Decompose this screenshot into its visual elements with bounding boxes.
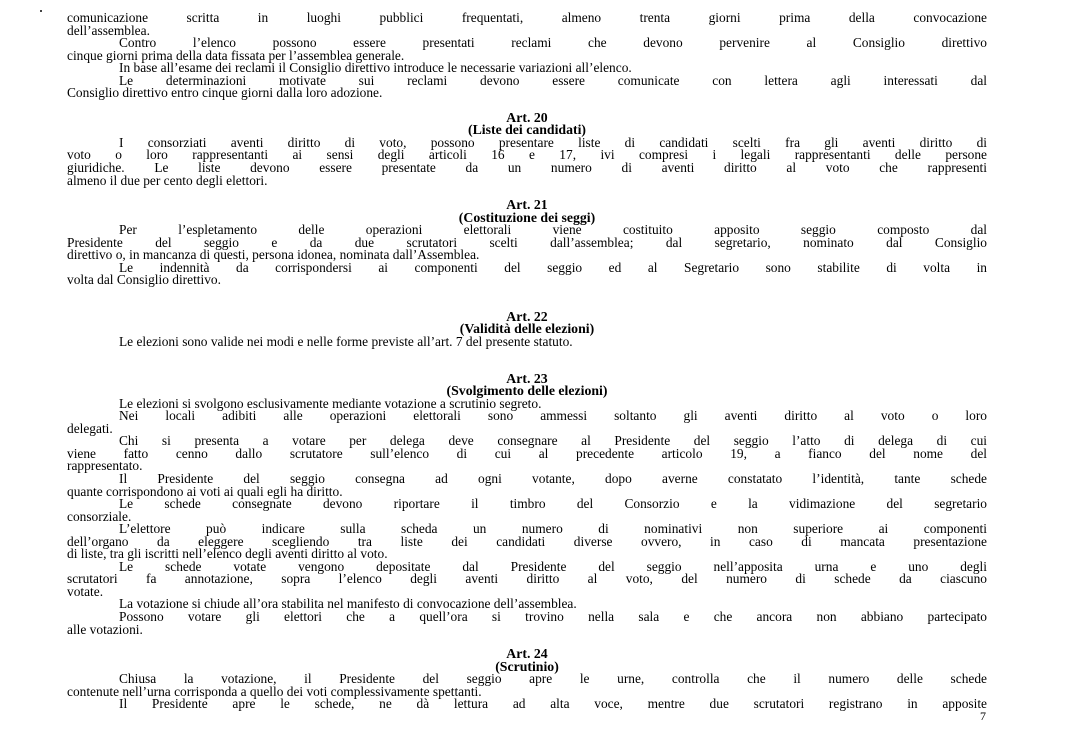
paragraph — [67, 673, 987, 698]
text-line: direttivo o, in mancanza di questi, persona idonea, nominata dall’Assemblea. — [67, 247, 480, 263]
paragraph — [67, 336, 987, 349]
text-line: contenute nell’urna corrisponda a quello dei voti complessivamente spettanti. — [67, 683, 482, 699]
article-title: (Liste dei candidati) — [467, 122, 587, 138]
text-line: Le indennità da corrispondersi ai componenti del seggio ed al Segretario sono stabilite di volta in — [119, 259, 987, 275]
text-line: Per l’espletamento delle operazioni elettorali viene costituito apposito seggio composto dal — [119, 222, 987, 238]
paragraph — [67, 435, 987, 473]
article-number: Art. 23 — [506, 370, 548, 386]
paragraph — [67, 470, 987, 499]
paragraph — [67, 72, 987, 101]
text-line: Nei locali adibiti alle operazioni elettorali sono ammessi soltanto gli aventi diritto al voto o loro — [119, 408, 987, 424]
article-number: Art. 20 — [506, 109, 548, 125]
article-section — [67, 370, 987, 637]
text-line: Presidente del seggio e da due scrutatori scelti dall’assemblea; dal segretario, nominato dal Consiglio — [67, 234, 987, 250]
scan-speck — [40, 10, 42, 12]
paragraph — [67, 698, 987, 711]
paragraph — [67, 224, 987, 262]
text-line: L’elettore può indicare sulla scheda un numero di nominativi non superiore ai componenti — [119, 521, 987, 537]
text-line: Il Presidente del seggio consegna ad ogni votante, dopo averne constatato l’identità, tante schede — [119, 470, 987, 486]
text-line: Contro l’elenco possono essere presentati reclami che devono pervenire al Consiglio direttivo — [119, 35, 987, 51]
text-line: Le schede votate vengono depositate dal Presidente del seggio nell’apposita urna e uno degli — [119, 558, 987, 574]
text-line: scrutatori fa annotazione, sopra l’elenco degli aventi diritto al voto, del numero di schede da ciascuno — [67, 571, 987, 587]
text-line: I consorziati aventi diritto di voto, possono presentare liste di candidati scelti fra gli aventi diritto di — [119, 134, 987, 150]
article-section — [67, 109, 987, 188]
article-number: Art. 24 — [506, 646, 548, 662]
text-line: almeno il due per cento degli elettori. — [67, 172, 268, 188]
page-number: 7 — [980, 709, 986, 723]
text-line: Le elezioni sono valide nei modi e nelle forme previste all’art. 7 del presente statuto. — [119, 334, 573, 350]
article-section — [67, 308, 987, 350]
text-line: di liste, tra gli iscritti nell’elenco degli aventi diritto al voto. — [67, 546, 388, 562]
text-line: Il Presidente apre le schede, ne dà lettura ad alta voce, mentre due scrutatori registrano in apposite — [119, 696, 987, 712]
text-line: Consiglio direttivo entro cinque giorni dalla loro adozione. — [67, 85, 383, 101]
article-number: Art. 21 — [506, 197, 548, 213]
text-line: consorziale. — [67, 508, 132, 524]
section-spacer — [67, 349, 987, 373]
paragraph — [67, 498, 987, 523]
text-line: giuridiche. Le liste devono essere presentate da un numero di aventi diritto al voto che rappresenti — [67, 160, 987, 176]
article-section — [67, 648, 987, 711]
text-line: Le determinazioni motivate sui reclami devono essere comunicate con lettera agli interessati dal — [119, 72, 987, 88]
text-line: Possono votare gli elettori che a quell’ora si trovino nella sala e che ancora non abbiano partecipato — [119, 608, 987, 624]
text-line: In base all’esame dei reclami il Consiglio direttivo introduce le necessarie variazioni all’elenco. — [119, 60, 632, 76]
paragraph — [67, 12, 987, 37]
text-line: Chi si presenta a votare per delega deve consegnare al Presidente del seggio l’atto di delega di cui — [119, 433, 987, 449]
text-line: alle votazioni. — [67, 621, 143, 637]
section-spacer — [67, 287, 987, 311]
paragraph — [67, 259, 987, 288]
text-line: Le schede consegnate devono riportare il timbro del Consorzio e la vidimazione del segretario — [119, 496, 987, 512]
article-section — [67, 199, 987, 287]
text-line: comunicazione scritta in luoghi pubblici frequentati, almeno trenta giorni prima della convocazione — [67, 10, 987, 25]
text-line: dell’organo da eleggere scegliendo tra liste dei candidati diverse ovvero, in caso di mancata presentazione — [67, 533, 987, 549]
text-line: Chiusa la votazione, il Presidente del seggio apre le urne, controlla che il numero delle schede — [119, 671, 987, 687]
paragraph — [67, 558, 987, 599]
article-title: (Costituzione dei seggi) — [458, 209, 596, 225]
paragraph — [67, 410, 987, 435]
article-title: (Scrutinio) — [495, 658, 559, 674]
paragraph — [67, 523, 987, 561]
text-line: delegati. — [67, 420, 113, 436]
text-line: cinque giorni prima della data fissata per l’assemblea generale. — [67, 47, 405, 63]
article-number: Art. 22 — [506, 308, 548, 324]
paragraph — [67, 134, 987, 188]
text-line: volta dal Consiglio direttivo. — [67, 272, 221, 288]
text-line: La votazione si chiude all’ora stabilita nel manifesto di convocazione dell’assemblea. — [119, 596, 577, 612]
text-line: viene fatto cenno dallo scrutatore sull’elenco di cui al precedente articolo 19, a fianco del nome del — [67, 445, 987, 461]
text-line: votate. — [67, 583, 104, 599]
article-title: (Validità delle elezioni) — [459, 321, 595, 337]
text-line: dell’assemblea. — [67, 22, 150, 38]
text-line: quante corrispondono ai voti ai quali egli ha diritto. — [67, 483, 343, 499]
continued-section — [67, 12, 987, 100]
text-line: Le elezioni si svolgono esclusivamente mediante votazione a scrutinio segreto. — [119, 395, 542, 411]
paragraph — [67, 37, 987, 62]
text-line: rappresentato. — [67, 458, 143, 474]
paragraph — [67, 608, 987, 637]
article-title: (Svolgimento delle elezioni) — [446, 383, 608, 399]
document-page — [67, 12, 987, 711]
text-line: voto o loro rappresentanti ai sensi degli articoli 16 e 17, ivi compresi i legali rappresentanti delle persone — [67, 147, 987, 163]
